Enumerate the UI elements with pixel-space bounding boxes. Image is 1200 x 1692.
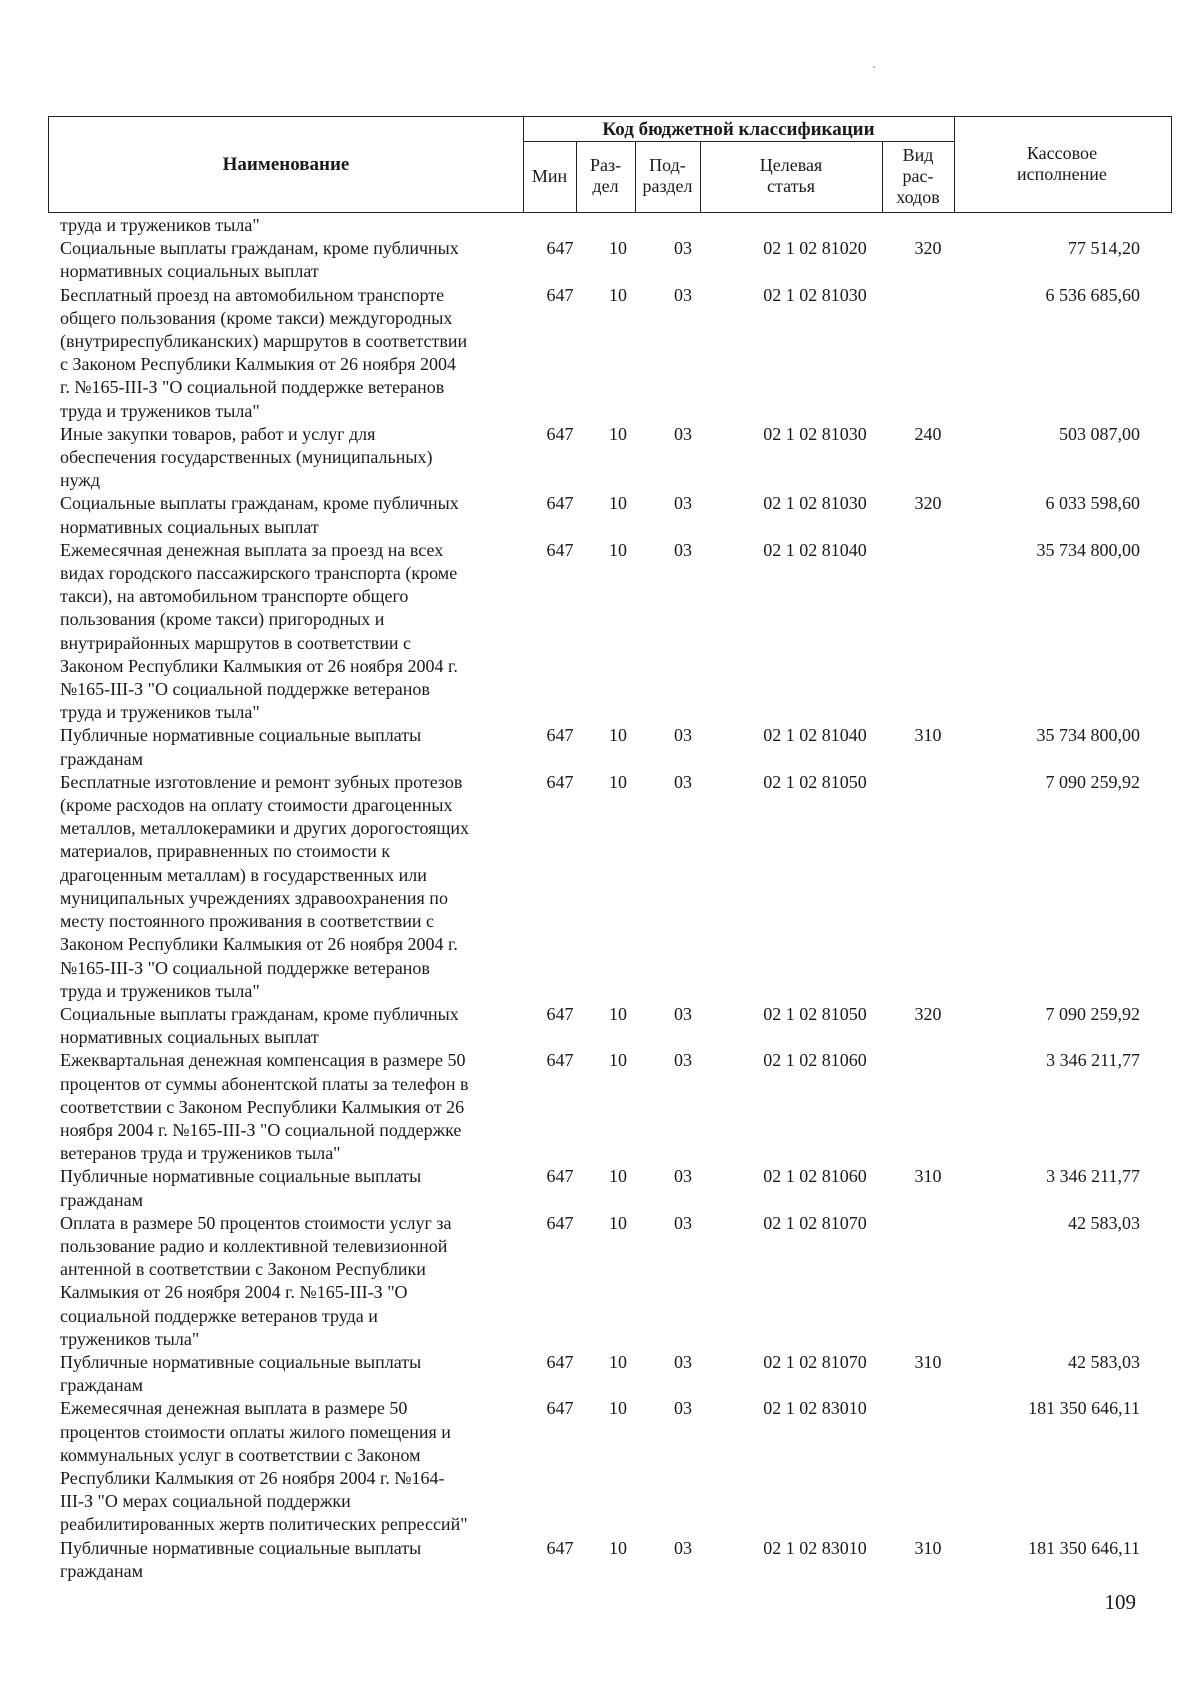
header-razdel: Раз- дел [589, 155, 622, 196]
page-number: 109 [1104, 1590, 1136, 1614]
row-tselevaya: 02 1 02 81020 [763, 238, 867, 259]
table-row [60, 1212, 1140, 1351]
table-row [60, 237, 1140, 283]
row-vid: 320 [914, 1003, 942, 1024]
row-amount: 6 033 598,60 [1045, 493, 1140, 514]
header-tselevaya: Целевая статья [759, 155, 823, 196]
row-podrazdel: 03 [674, 771, 692, 792]
row-name: Публичные нормативные социальные выплаты гражданам [60, 725, 422, 769]
table-row [60, 1351, 1140, 1397]
table-header [48, 116, 1172, 213]
row-podrazdel: 03 [674, 493, 692, 514]
row-razdel: 10 [609, 493, 627, 514]
row-podrazdel: 03 [674, 1212, 692, 1233]
header-name: Наименование [222, 153, 350, 175]
row-min: 647 [546, 1050, 574, 1071]
row-amount: 7 090 259,92 [1045, 771, 1140, 792]
row-tselevaya: 02 1 02 81040 [763, 539, 867, 560]
row-min: 647 [546, 1398, 574, 1419]
table-row [60, 1165, 1140, 1211]
table-body [60, 214, 1140, 1583]
row-amount: 181 350 646,11 [1028, 1398, 1140, 1419]
row-razdel: 10 [609, 284, 627, 305]
table-row [60, 1003, 1140, 1049]
row-razdel: 10 [609, 1212, 627, 1233]
header-min: Мин [531, 165, 568, 186]
row-min: 647 [546, 1537, 574, 1558]
row-razdel: 10 [609, 423, 627, 444]
table-row [60, 1397, 1140, 1536]
row-podrazdel: 03 [674, 1537, 692, 1558]
row-amount: 42 583,03 [1068, 1212, 1140, 1233]
row-vid: 310 [914, 725, 942, 746]
row-podrazdel: 03 [674, 1050, 692, 1071]
row-name: Ежемесячная денежная выплата за проезд на всех видах городского пассажирского транспорта (кроме такси), на автомобильном транспорте общего пользования (кроме такси) пригородных и внутрирайонных маршрутов в соответствии с Законом Республики Калмыкия от 26 ноября 2004 г. №165-III-З "О социальной поддержке ветеранов труда и тружеников тыла" [60, 539, 458, 723]
table-row [60, 492, 1140, 538]
row-min: 647 [546, 1166, 574, 1187]
row-vid: 310 [914, 1351, 942, 1372]
row-name: Публичные нормативные социальные выплаты гражданам [60, 1166, 422, 1210]
row-podrazdel: 03 [674, 539, 692, 560]
row-podrazdel: 03 [674, 725, 692, 746]
row-name: Ежеквартальная денежная компенсация в размере 50 процентов от суммы абонентской платы за телефон в соответствии с Законом Республики Калмыкия от 26 ноября 2004 г. №165-III-З "О социальной поддержке ветеранов труда и тружеников тыла" [60, 1050, 469, 1164]
row-name: Иные закупки товаров, работ и услуг для обеспечения государственных (муниципальных) нужд [60, 423, 433, 491]
row-tselevaya: 02 1 02 83010 [763, 1398, 867, 1419]
row-tselevaya: 02 1 02 81040 [763, 725, 867, 746]
row-amount: 6 536 685,60 [1045, 284, 1140, 305]
row-tselevaya: 02 1 02 81030 [763, 284, 867, 305]
row-amount: 7 090 259,92 [1045, 1003, 1140, 1024]
row-tselevaya: 02 1 02 81030 [763, 493, 867, 514]
row-min: 647 [546, 493, 574, 514]
row-min: 647 [546, 1003, 574, 1024]
row-name: труда и тружеников тыла" [60, 215, 260, 235]
row-name: Публичные нормативные социальные выплаты гражданам [60, 1351, 422, 1396]
row-amount: 181 350 646,11 [1028, 1537, 1140, 1558]
row-name: Социальные выплаты гражданам, кроме публичных нормативных социальных выплат [60, 493, 459, 537]
row-name: Социальные выплаты гражданам, кроме публичных нормативных социальных выплат [60, 1003, 459, 1048]
row-tselevaya: 02 1 02 81030 [763, 423, 867, 444]
row-razdel: 10 [609, 1537, 627, 1558]
row-min: 647 [546, 771, 574, 792]
row-podrazdel: 03 [674, 1166, 692, 1187]
row-amount: 35 734 800,00 [1036, 725, 1140, 746]
row-vid: 320 [914, 493, 942, 514]
row-vid: 320 [914, 238, 942, 259]
row-min: 647 [546, 284, 574, 305]
row-razdel: 10 [609, 1351, 627, 1372]
row-name: Социальные выплаты гражданам, кроме публичных нормативных социальных выплат [60, 238, 459, 282]
row-razdel: 10 [609, 771, 627, 792]
row-min: 647 [546, 1212, 574, 1233]
row-vid: 240 [914, 423, 942, 444]
header-budget-code: Код бюджетной классификации [602, 118, 875, 140]
table-row [60, 214, 1140, 237]
row-razdel: 10 [609, 725, 627, 746]
table-row [60, 1049, 1140, 1165]
row-name: Бесплатный проезд на автомобильном транспорте общего пользования (кроме такси) междугородных (внутриреспубликанских) маршрутов в соответствии с Законом Республики Калмыкия от 26 ноября 2004 г. №165-III-З "О социальной поддержке ветеранов труда и тружеников тыла" [60, 284, 468, 421]
row-tselevaya: 02 1 02 81070 [763, 1212, 867, 1233]
table-row [60, 423, 1140, 493]
row-min: 647 [546, 238, 574, 259]
row-razdel: 10 [609, 1166, 627, 1187]
table-row [60, 771, 1140, 1003]
table-row [60, 284, 1140, 423]
scan-speck [873, 66, 875, 68]
row-razdel: 10 [609, 1398, 627, 1419]
row-amount: 35 734 800,00 [1036, 539, 1140, 560]
row-min: 647 [546, 1351, 574, 1372]
row-podrazdel: 03 [674, 238, 692, 259]
row-min: 647 [546, 725, 574, 746]
row-vid: 310 [914, 1166, 942, 1187]
row-tselevaya: 02 1 02 81070 [763, 1351, 867, 1372]
row-tselevaya: 02 1 02 81060 [763, 1166, 867, 1187]
row-podrazdel: 03 [674, 1003, 692, 1024]
header-vid: Вид рас- ходов [896, 144, 940, 207]
table-row [60, 1537, 1140, 1583]
row-name: Бесплатные изготовление и ремонт зубных протезов (кроме расходов на оплату стоимости драгоценных металлов, металлокерамики и других дорогостоящих материалов, приравненных по стоимости к драгоценным металлам) в государственных или муниципальных учреждениях здравоохранения по месту постоянного проживания в соответствии с Законом Республики Калмыкия от 26 ноября 2004 г. №165-III-З "О социальной поддержке ветеранов труда и тружеников тыла" [60, 771, 469, 1001]
row-razdel: 10 [609, 238, 627, 259]
header-podrazdel: Под- раздел [642, 155, 693, 196]
row-podrazdel: 03 [674, 284, 692, 305]
row-razdel: 10 [609, 539, 627, 560]
header-kassa: Кассовое исполнение [1017, 143, 1107, 184]
row-podrazdel: 03 [674, 1398, 692, 1419]
row-amount: 3 346 211,77 [1046, 1050, 1140, 1071]
row-vid: 310 [914, 1537, 942, 1558]
table-row [60, 724, 1140, 770]
row-name: Оплата в размере 50 процентов стоимости услуг за пользование радио и коллективной телевизионной антенной в соответствии с Законом Республики Калмыкия от 26 ноября 2004 г. №165-III-З "О социальной поддержке ветеранов труда и тружеников тыла" [60, 1212, 452, 1349]
row-razdel: 10 [609, 1050, 627, 1071]
row-amount: 77 514,20 [1068, 238, 1140, 259]
row-min: 647 [546, 423, 574, 444]
row-podrazdel: 03 [674, 1351, 692, 1372]
row-min: 647 [546, 539, 574, 560]
row-amount: 3 346 211,77 [1046, 1166, 1140, 1187]
row-tselevaya: 02 1 02 81050 [763, 1003, 867, 1024]
row-tselevaya: 02 1 02 83010 [763, 1537, 867, 1558]
row-razdel: 10 [609, 1003, 627, 1024]
row-podrazdel: 03 [674, 423, 692, 444]
row-tselevaya: 02 1 02 81060 [763, 1050, 867, 1071]
row-amount: 503 087,00 [1059, 423, 1140, 444]
row-name: Ежемесячная денежная выплата в размере 50 процентов стоимости оплаты жилого помещения и коммунальных услуг в соответствии с Законом Республики Калмыкия от 26 ноября 2004 г. №164- III-З "О мерах социальной поддержки реабилитированных жертв политических репрессий" [60, 1398, 468, 1535]
row-name: Публичные нормативные социальные выплаты гражданам [60, 1537, 422, 1581]
table-row [60, 539, 1140, 725]
row-amount: 42 583,03 [1068, 1351, 1140, 1372]
row-tselevaya: 02 1 02 81050 [763, 771, 867, 792]
